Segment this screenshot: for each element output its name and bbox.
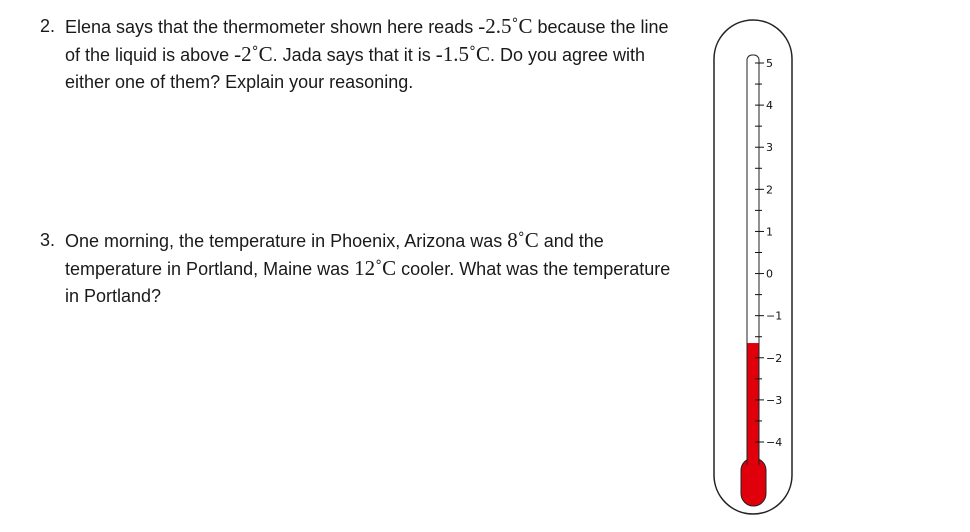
text-segment: One morning, the temperature in Phoenix, Arizona was: [65, 231, 508, 251]
scale-label: 5: [766, 57, 773, 70]
problem-text: [65, 227, 680, 310]
scale-label: 4: [766, 99, 773, 113]
problem-3: [40, 227, 680, 310]
problem-2: [40, 13, 680, 96]
scale-label: 0: [766, 267, 773, 281]
scale-label: −2: [766, 351, 783, 365]
thermometer-figure: [712, 18, 796, 518]
problem-number: 2.: [40, 16, 56, 36]
text-segment: because the line of the liquid is above: [65, 17, 669, 65]
thermometer-liquid: [748, 343, 759, 470]
math-temperature: -1.5˚C: [435, 42, 490, 66]
scale-label: −4: [766, 436, 783, 449]
math-temperature: -2.5˚C: [478, 14, 533, 38]
problem-text: [65, 13, 680, 96]
math-temperature: 8˚C: [507, 228, 539, 252]
text-segment: Elena says that the thermometer shown here reads: [65, 17, 479, 37]
scale-label: −1: [766, 309, 783, 323]
math-temperature: -2˚C: [234, 42, 273, 66]
problem-number: 3.: [40, 230, 56, 250]
scale-label: 1: [766, 225, 773, 239]
text-segment: . Jada says that it is: [272, 45, 436, 65]
scale-label: 3: [766, 141, 773, 155]
scale-label: −3: [766, 393, 783, 407]
scale-label: 2: [766, 183, 773, 197]
math-temperature: 12˚C: [354, 256, 397, 280]
text-segment: and the temperature in Portland, Maine was: [65, 231, 604, 279]
text-segment: . Do you agree with either one of them? Explain your reasoning.: [65, 45, 646, 92]
text-segment: cooler. What was the temperature in Portland?: [65, 259, 671, 306]
